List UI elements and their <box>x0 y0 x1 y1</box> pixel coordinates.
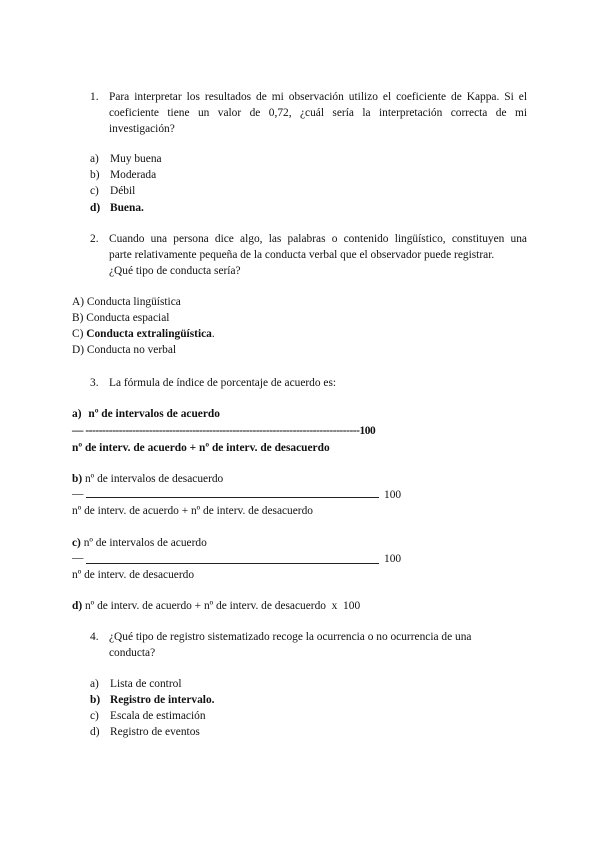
option-letter-correct: b) <box>90 694 101 706</box>
option-letter: c) <box>90 185 99 197</box>
question-number: 3. <box>90 377 99 389</box>
question-text-line: conducta? <box>109 647 156 659</box>
question-number: 1. <box>90 91 99 103</box>
option-letter: a) <box>90 153 99 165</box>
option-suffix: . <box>211 328 215 340</box>
option-text: Moderada <box>110 169 157 181</box>
option-item <box>72 294 181 310</box>
formula-denominator: nº de interv. de desacuerdo <box>72 569 195 581</box>
option-letter: b) <box>72 473 83 485</box>
question-text-line: investigación? <box>109 123 175 135</box>
fraction-line: — ----------------------------------------------------------------------------------100 <box>72 425 376 437</box>
option-letter: A) <box>72 296 87 308</box>
option-text: Conducta lingüística <box>86 296 181 308</box>
formula-multiplier: 100 <box>384 553 402 565</box>
option-letter: D) <box>72 344 87 356</box>
formula-multiplier: 100 <box>384 489 402 501</box>
option-letter: a) <box>90 678 99 690</box>
option-letter: b) <box>90 169 100 181</box>
formula-denominator: nº de interv. de acuerdo + nº de interv. de desacuerdo <box>72 442 330 454</box>
option-letter: d) <box>90 726 100 738</box>
formula-text: nº de interv. de acuerdo + nº de interv. de desacuerdo x 100 <box>82 600 361 612</box>
option-text-correct: Conducta extralingüística <box>86 328 212 340</box>
formula-numerator-line <box>72 535 207 551</box>
formula-numerator: nº de intervalos de desacuerdo <box>82 473 224 485</box>
question-text-line: ¿Qué tipo de registro sistematizado recoge la ocurrencia o no ocurrencia de una <box>109 631 472 643</box>
question-text-line: Para interpretar los resultados de mi observación utilizo el coeficiente de Kappa. Si el <box>109 91 527 103</box>
question-text-line: La fórmula de índice de porcentaje de acuerdo es: <box>109 377 337 389</box>
option-text: Conducta espacial <box>86 312 170 324</box>
option-text-correct: Registro de intervalo. <box>110 694 215 706</box>
option-text-correct: Buena. <box>110 202 144 214</box>
option-letter: a) <box>72 408 82 420</box>
option-letter: c) <box>72 537 81 549</box>
option-item <box>72 310 169 326</box>
question-text-line: parte relativamente pequeña de la conducta verbal que el observador puede registrar. <box>109 249 495 261</box>
option-text: Conducta no verbal <box>86 344 177 356</box>
option-text: Escala de estimación <box>110 710 206 722</box>
fraction-line <box>86 563 379 564</box>
question-text-line: ¿Qué tipo de conducta sería? <box>109 265 241 277</box>
formula-denominator: nº de interv. de acuerdo + nº de interv. de desacuerdo <box>72 505 313 517</box>
fraction-dash: — <box>72 552 84 564</box>
option-letter: d) <box>72 600 83 612</box>
formula-option-d <box>72 598 360 614</box>
formula-numerator-line <box>72 406 220 422</box>
question-number: 4. <box>90 631 99 643</box>
fraction-line <box>86 497 379 498</box>
formula-numerator: nº de intervalos de acuerdo <box>80 537 207 549</box>
option-item <box>72 342 176 358</box>
question-number: 2. <box>90 233 99 245</box>
option-letter: C) <box>72 328 87 340</box>
option-letter-correct: d) <box>90 202 101 214</box>
option-letter: B) <box>72 312 87 324</box>
fraction-dash: — <box>72 488 84 500</box>
question-text-line: Cuando una persona dice algo, las palabras o contenido lingüístico, constituyen una <box>109 233 527 245</box>
option-letter: c) <box>90 710 99 722</box>
formula-numerator-line <box>72 471 223 487</box>
question-text-line: coeficiente tiene un valor de 0,72, ¿cuál sería la interpretación correcta de mi <box>109 107 527 119</box>
formula-numerator: nº de intervalos de acuerdo <box>88 408 220 420</box>
option-text: Lista de control <box>110 678 182 690</box>
option-text: Muy buena <box>110 153 162 165</box>
option-item-correct <box>72 326 215 342</box>
option-text: Registro de eventos <box>110 726 200 738</box>
option-text: Débil <box>110 185 136 197</box>
